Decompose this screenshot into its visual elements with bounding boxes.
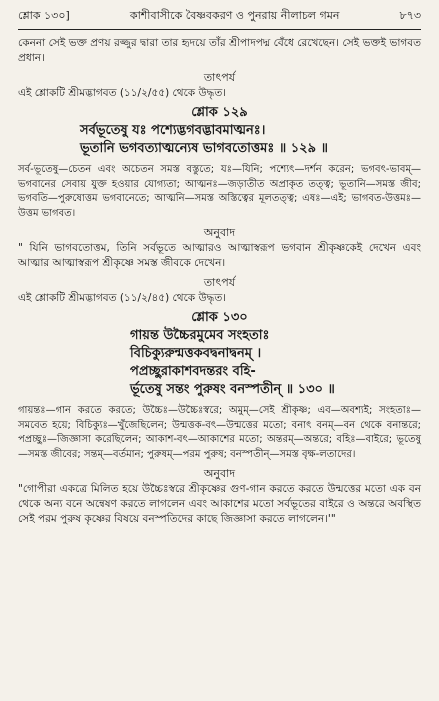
verse-130-line-3: পপ্রচ্ছুরাকাশবদন্তরং বহি- [130,364,256,379]
header-rule [18,29,421,30]
verse-130-line-1: গায়ন্ত উচ্চৈরমুমেব সংহতাঃ [130,328,270,343]
verse-129-purport: এই শ্লোকটি শ্রীমদ্ভাগবত (১১/২/৪৫) থেকে উদ্ধৃত। [18,292,226,304]
verse-129-title: শ্লোক ১২৯ [191,105,248,120]
verse-130-title: শ্লোক ১৩০ [191,310,248,325]
purport-label: তাৎপর্য [203,71,236,84]
verse-130-line-4: র্ভূতেষু সন্তং পুরুষং বনস্পতীন্ ॥ ১৩০ ॥ [130,382,335,397]
purport-paragraph: এই শ্লোকটি শ্রীমদ্ভাগবত (১১/২/৫৫) থেকে উদ্ধৃত। [18,87,226,99]
intro-paragraph: কেননা সেই ভক্ত প্রণয় রজ্জুর দ্বারা তার হৃদয়ে তাঁর শ্রীপাদপদ্ম বেঁধে রেখেছেন। সেই ভক্তই ভাগবত প্রধান। [18,37,421,64]
page-header [18,8,421,26]
verse-129-purport-label: তাৎপর্য [203,276,236,289]
verse-129-translation-label: অনুবাদ [203,226,236,239]
verse-130-translation: "গোপীরা একত্রে মিলিত হয়ে উচ্চৈঃস্বরে শ্রীকৃষ্ণের গুণ-গান করতে করতে উন্মত্তের মতো এক বন থেকে অন্য বনে অন্বেষণ করতে লাগলেন এবং আকাশের মতো সর্বভূতের বাইরে ও অন্তরে অবস্থিত সেই পরম পুরুষ কৃষ্ণের বিষয়ে বনস্পতিদের কাছে জিজ্ঞাসা করতে লাগলেন।'" [18,483,421,525]
page-number: ৮৭৩ [399,9,421,22]
header-chapter-title: কাশীবাসীকে বৈষ্ণবকরণ ও পুনরায় নীলাচল গমন [129,9,340,22]
verse-129-synonyms: সর্ব-ভূতেষু—চেতন এবং অচেতন সমস্ত বস্তুতে; যঃ—যিনি; পশ্যেৎ—দর্শন করেন; ভগবৎ-ভাবম্—ভগবানের সেবায় যুক্ত হওয়ার যোগ্যতা; আত্মনঃ—জড়াতীত অপ্রাকৃত তত্ত্ব; ভূতানি—সমস্ত জীব; ভগবতি—পুরুষোত্তম ভগবানেতে; আত্মনি—সমস্ত অস্তিত্বের মূলতত্ত্ব; এষঃ—এই; ভাগবত-উত্তমঃ—উত্তম ভাগবত। [18,164,421,219]
verse-130-line-2: বিচিক্যুরুন্মত্তকবদ্বনাদ্বনম্ । [130,346,262,361]
verse-130-translation-label: অনুবাদ [203,467,236,480]
verse-129-translation: " যিনি ভাগবতোত্তম, তিনি সর্বভূতে আত্মারও আত্মাস্বরূপ ভগবান শ্রীকৃষ্ণকেই দেখেন এবং আত্মার আত্মাস্বরূপ শ্রীকৃষ্ণে সমস্ত জীবকে দেখেন। [18,242,421,269]
verse-130-synonyms: গায়ন্তঃ—গান করতে করতে; উচ্চৈঃ—উচ্চৈঃস্বরে; অমুম্—সেই শ্রীকৃষ্ণ; এব—অবশ্যই; সংহতাঃ—সমবেত হয়ে; বিচিক্যুঃ—খুঁজেছিলেন; উন্মত্তক-বৎ—উন্মত্তের মতো; বনাৎ বনম্—বন থেকে বনান্তরে; পপ্রচ্ছুঃ—জিজ্ঞাসা করেছিলেন; আকাশ-বৎ—আকাশের মতো; অন্তরম্—অন্তরে; বহিঃ—বাইরে; ভূতেষু—সমস্ত জীবের; সন্তম্—বর্তমান; পুরুষম্—পরম পুরুষ; বনস্পতীন্—সমস্ত বৃক্ষ-লতাদের। [18,405,421,460]
header-verse-ref: শ্লোক ১৩০] [18,9,70,22]
verse-129-line-1: সর্বভূতেষু যঃ পশ্যেদ্ভগবদ্ভাবমাত্মনঃ। [80,123,266,138]
verse-129-line-2: ভূতানি ভগবত্যাত্মন্যেষ ভাগবতোত্তমঃ ॥ ১২৯ ॥ [80,141,328,156]
